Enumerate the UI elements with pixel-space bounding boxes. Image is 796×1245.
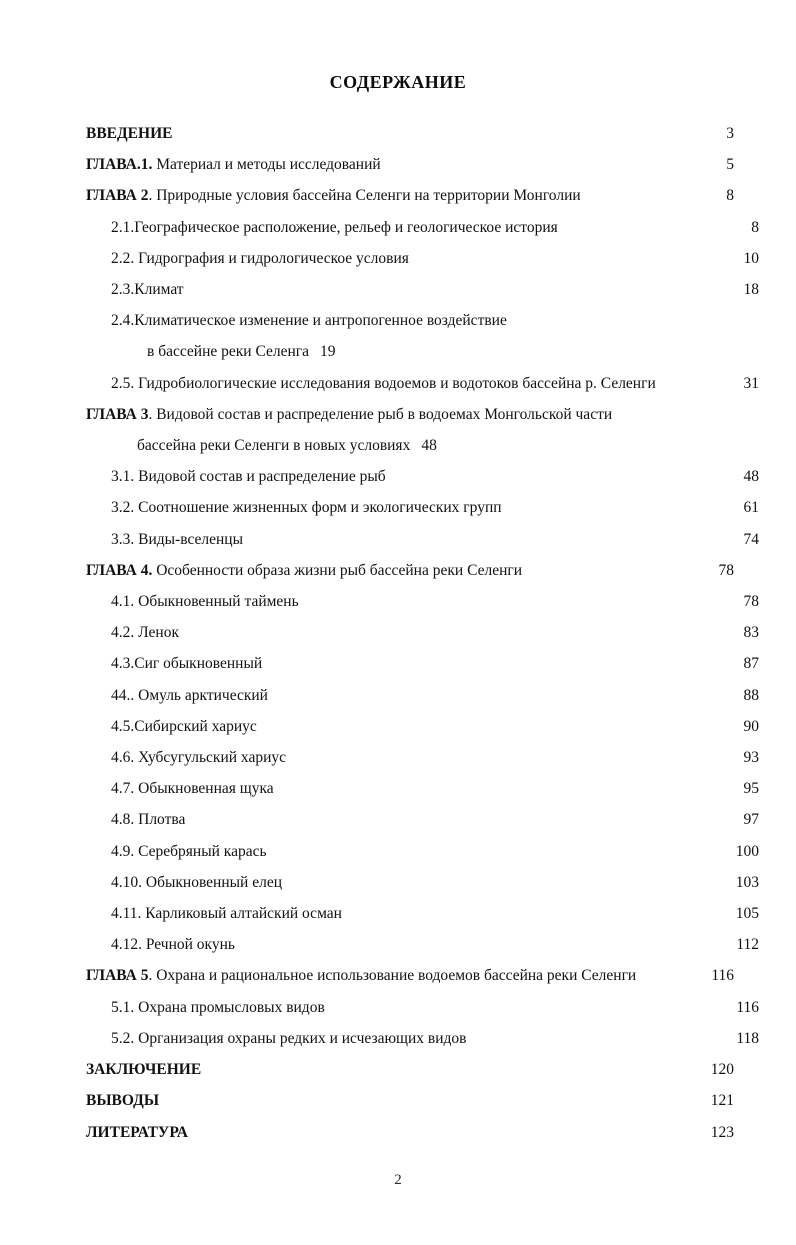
toc-entry-page-number: 74 xyxy=(743,530,759,548)
toc-entry-label: 3.2. Соотношение жизненных форм и экологических групп xyxy=(111,499,502,517)
toc-entry-label: 2.3.Климат xyxy=(111,281,184,299)
toc-entry-chapter-label: ГЛАВА 5 xyxy=(86,967,149,985)
toc-entry-title: Особенности образа жизни рыб бассейна реки Селенги xyxy=(152,561,523,579)
toc-entry-label-continuation: бассейна реки Селенги в новых условиях xyxy=(137,437,411,455)
toc-entry[interactable] xyxy=(111,1023,759,1054)
toc-entry-label: 2.4.Климатическое изменение и антропогенное воздействие xyxy=(111,312,507,330)
toc-entry-label: ЗАКЛЮЧЕНИЕ xyxy=(86,1061,202,1079)
toc-entry[interactable] xyxy=(86,1085,734,1116)
toc-entry-label: 5.2. Организация охраны редких и исчезающих видов xyxy=(111,1029,467,1047)
toc-entry-page-number: 19 xyxy=(320,343,336,361)
toc-entry-page-number: 83 xyxy=(743,624,759,642)
toc-entry-page-number: 5 xyxy=(726,156,734,174)
toc-entry-page-number: 116 xyxy=(736,998,759,1016)
toc-entry-label xyxy=(86,960,636,991)
toc-entry[interactable] xyxy=(111,804,759,835)
toc-entry-page-number: 10 xyxy=(743,249,759,267)
toc-entry[interactable] xyxy=(111,929,759,960)
toc-entry[interactable] xyxy=(86,149,734,180)
toc-entry-label: 3.3. Виды-вселенцы xyxy=(111,530,244,548)
toc-entry-label: 2.1.Географическое расположение, рельеф и геологическое история xyxy=(111,218,558,236)
toc-entry-title: . Природные условия бассейна Селенги на территории Монголии xyxy=(148,187,581,205)
toc-entry-page-number: 88 xyxy=(743,686,759,704)
toc-entry-page-number: 87 xyxy=(743,655,759,673)
toc-entry-title: . Охрана и рациональное использование водоемов бассейна реки Селенги xyxy=(148,967,637,985)
toc-entry-label: 4.10. Обыкновенный елец xyxy=(111,873,283,891)
dot-leader xyxy=(268,684,722,700)
toc-entry-label: ЛИТЕРАТУРА xyxy=(86,1123,188,1141)
toc-entry-label: 4.7. Обыкновенная щука xyxy=(111,780,274,798)
dot-leader xyxy=(274,778,722,794)
toc-entry-page-number: 61 xyxy=(743,499,759,517)
toc-entry-label: 4.6. Хубсугульский хариус xyxy=(111,749,287,767)
toc-entry-label: 2.5. Гидробиологические исследования водоемов и водотоков бассейна р. Селенги xyxy=(111,374,656,392)
toc-entry-label: ВВЕДЕНИЕ xyxy=(86,125,173,142)
dot-leader xyxy=(386,466,722,482)
toc-entry[interactable] xyxy=(86,555,734,586)
toc-entry[interactable] xyxy=(111,212,759,243)
dot-leader xyxy=(467,1027,723,1043)
dot-leader xyxy=(581,185,697,201)
toc-entry-page-number: 100 xyxy=(735,842,759,860)
toc-entry-label: 4.5.Сибирский хариус xyxy=(111,717,257,735)
dot-leader xyxy=(409,247,722,263)
toc-entry-chapter-label: ГЛАВА 4. xyxy=(86,561,153,579)
toc-entry[interactable] xyxy=(111,243,759,274)
toc-entry-page-number: 118 xyxy=(736,1029,759,1047)
toc-entry-page-number: 105 xyxy=(735,905,759,923)
dot-leader xyxy=(342,903,722,919)
toc-entry[interactable] xyxy=(111,648,759,679)
dot-leader xyxy=(159,1090,697,1106)
dot-leader xyxy=(179,622,722,638)
toc-entry[interactable] xyxy=(111,461,759,492)
toc-entry[interactable] xyxy=(111,992,759,1023)
toc-entry[interactable] xyxy=(111,836,759,867)
dot-leader xyxy=(325,996,722,1012)
toc-entry[interactable] xyxy=(111,305,759,367)
dot-leader xyxy=(502,497,733,513)
toc-entry-label xyxy=(86,555,522,586)
toc-entry-page-number: 93 xyxy=(743,749,759,767)
toc-entry-label xyxy=(86,149,381,180)
toc-entry[interactable] xyxy=(111,867,759,898)
folio-page-number: 2 xyxy=(394,1172,402,1188)
toc-entry-page-number: 112 xyxy=(736,936,759,954)
toc-entry-title: Материал и методы исследований xyxy=(152,156,381,174)
toc-entry-page-number: 103 xyxy=(735,873,759,891)
dot-leader xyxy=(262,653,722,669)
dot-leader xyxy=(243,528,727,544)
toc-entry-label: 4.1. Обыкновенный таймень xyxy=(111,593,299,611)
toc-entry-page-number: 3 xyxy=(726,125,734,142)
toc-entry-chapter-label: ГЛАВА 3 xyxy=(86,405,149,423)
toc-entry[interactable] xyxy=(111,617,759,648)
toc-entry[interactable] xyxy=(111,742,759,773)
toc-entry-page-number: 78 xyxy=(718,561,734,579)
toc-entry-page-number: 31 xyxy=(743,374,759,392)
toc-entry-label: 4.12. Речной окунь xyxy=(111,936,235,954)
dot-leader xyxy=(172,123,702,139)
dot-leader xyxy=(257,715,722,731)
toc-entry-label: 3.1. Видовой состав и распределение рыб xyxy=(111,468,386,486)
toc-entry[interactable] xyxy=(111,492,759,523)
toc-entry-label xyxy=(86,180,581,211)
toc-entry-page-number: 95 xyxy=(743,780,759,798)
toc-entry-page-number: 121 xyxy=(710,1092,734,1110)
toc-entry-page-number: 97 xyxy=(743,811,759,829)
toc-entry-page-number: 116 xyxy=(711,967,734,985)
toc-entry-page-number: 8 xyxy=(726,187,734,205)
dot-leader xyxy=(185,809,727,825)
toc-entry-label: ВЫВОДЫ xyxy=(86,1092,160,1110)
dot-leader xyxy=(188,1121,697,1137)
toc-entry-page-number: 18 xyxy=(743,281,759,299)
toc-entry-label-continuation: в бассейне реки Селенга xyxy=(147,343,310,361)
toc-entry[interactable] xyxy=(111,368,759,399)
toc-entry-page-number: 48 xyxy=(743,468,759,486)
table-of-contents xyxy=(86,118,759,1148)
toc-entry-label: 4.8. Плотва xyxy=(111,811,186,829)
toc-entry-page-number: 90 xyxy=(743,717,759,735)
toc-entry-label: 2.2. Гидрография и гидрологическое условия xyxy=(111,249,409,267)
dot-leader xyxy=(184,279,722,295)
dot-leader xyxy=(267,840,722,856)
toc-entry[interactable] xyxy=(111,274,759,305)
toc-entry[interactable] xyxy=(111,680,759,711)
toc-entry[interactable] xyxy=(111,898,759,929)
dot-leader xyxy=(522,559,697,575)
toc-entry-label: 5.1. Охрана промысловых видов xyxy=(111,998,325,1016)
toc-entry-label: 44.. Омуль арктический xyxy=(111,686,268,704)
toc-entry-label xyxy=(86,399,734,430)
toc-entry-label: 4.3.Сиг обыкновенный xyxy=(111,655,263,673)
dot-leader xyxy=(656,372,733,388)
dot-leader xyxy=(235,934,722,950)
page-title: СОДЕРЖАНИЕ xyxy=(329,72,467,92)
dot-leader xyxy=(636,965,697,981)
toc-entry[interactable] xyxy=(86,399,734,461)
toc-entry[interactable] xyxy=(111,524,759,555)
toc-entry-page-number: 48 xyxy=(421,437,437,455)
toc-entry-chapter-label: ГЛАВА.1. xyxy=(86,156,153,174)
toc-entry-page-number: 123 xyxy=(710,1123,734,1141)
toc-entry-page-number: 120 xyxy=(710,1061,734,1079)
toc-entry[interactable] xyxy=(86,180,734,211)
toc-entry[interactable] xyxy=(86,118,734,149)
toc-entry-page-number: 8 xyxy=(751,218,759,236)
toc-entry-chapter-label: ГЛАВА 2 xyxy=(86,187,149,205)
toc-entry-label: 4.11. Карликовый алтайский осман xyxy=(111,905,342,923)
dot-leader xyxy=(286,747,722,763)
toc-entry[interactable] xyxy=(111,773,759,804)
dot-leader xyxy=(201,1059,697,1075)
toc-entry[interactable] xyxy=(86,1054,734,1085)
toc-entry-title: . Видовой состав и распределение рыб в водоемах Монгольской части xyxy=(148,405,613,423)
toc-entry[interactable] xyxy=(86,1117,734,1148)
toc-entry[interactable] xyxy=(111,711,759,742)
dot-leader xyxy=(282,871,722,887)
toc-entry-page-number: 78 xyxy=(743,593,759,611)
toc-entry-label: 4.2. Ленок xyxy=(111,624,179,642)
dot-leader xyxy=(381,154,697,170)
dot-leader xyxy=(299,591,722,607)
toc-entry[interactable] xyxy=(111,586,759,617)
toc-entry-label: 4.9. Серебряный карась xyxy=(111,842,267,860)
toc-entry[interactable] xyxy=(86,960,734,991)
dot-leader xyxy=(558,216,722,232)
